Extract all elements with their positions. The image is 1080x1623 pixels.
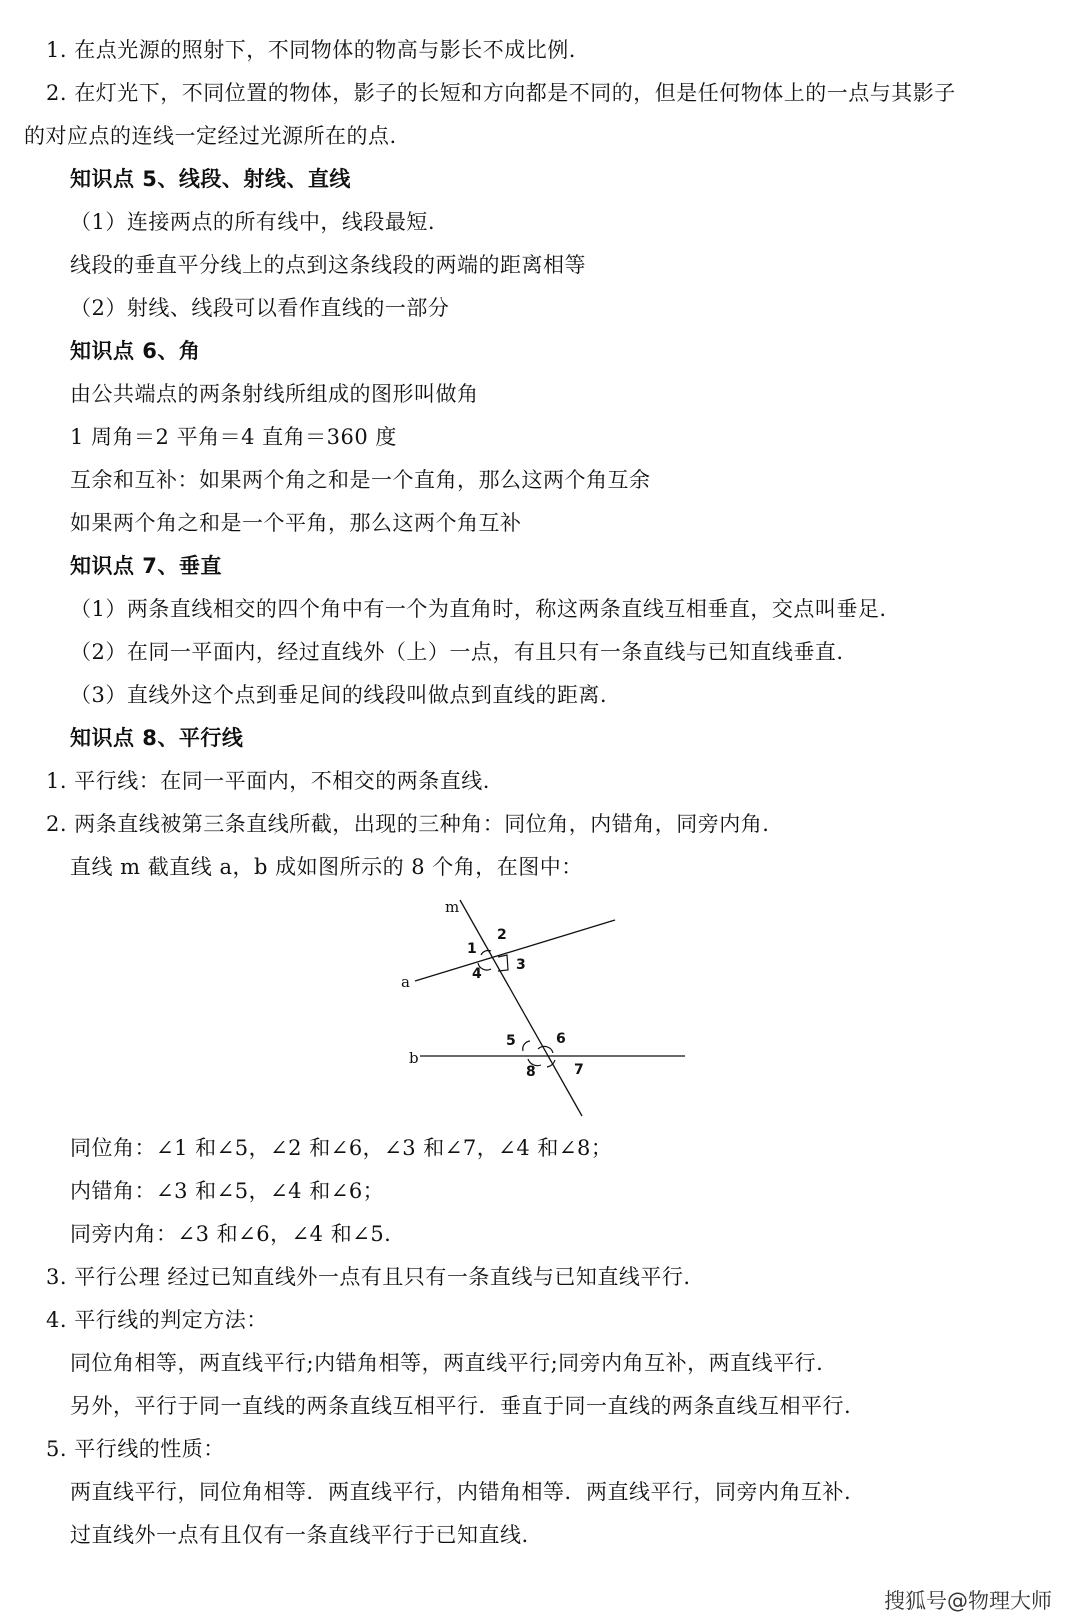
label-m: m — [445, 898, 460, 916]
angle-label-5: 5 — [506, 1033, 516, 1049]
line-a — [415, 920, 615, 981]
label-a: a — [401, 973, 410, 991]
text-line: 同旁内角：∠3 和∠6，∠4 和∠5. — [70, 1222, 392, 1246]
section-heading: 知识点 5、线段、射线、直线 — [70, 167, 351, 191]
text-line: 由公共端点的两条射线所组成的图形叫做角 — [70, 382, 479, 406]
text-line: （1）连接两点的所有线中，线段最短. — [70, 210, 436, 234]
label-b: b — [409, 1049, 419, 1067]
text-line: 5. 平行线的性质： — [46, 1437, 225, 1461]
section-heading: 知识点 8、平行线 — [70, 726, 244, 750]
text-line: 如果两个角之和是一个平角，那么这两个角互补 — [70, 511, 522, 535]
text-line: 同位角：∠1 和∠5，∠2 和∠6，∠3 和∠7，∠4 和∠8； — [70, 1136, 613, 1160]
angle-label-2: 2 — [497, 927, 507, 943]
text-line: （1）两条直线相交的四个角中有一个为直角时，称这两条直线互相垂直，交点叫垂足. — [70, 597, 887, 621]
text-line: 4. 平行线的判定方法： — [46, 1308, 268, 1332]
text-line: 另外，平行于同一直线的两条直线互相平行．垂直于同一直线的两条直线互相平行. — [70, 1394, 852, 1418]
text-line: 过直线外一点有且仅有一条直线平行于已知直线. — [70, 1523, 529, 1547]
text-line: （3）直线外这个点到垂足间的线段叫做点到直线的距离. — [70, 683, 608, 707]
transversal-diagram — [395, 893, 695, 1123]
text-line: 1. 在点光源的照射下，不同物体的物高与影长不成比例. — [46, 38, 576, 62]
section-heading: 知识点 7、垂直 — [70, 554, 222, 578]
text-line: 内错角：∠3 和∠5，∠4 和∠6； — [70, 1179, 385, 1203]
text-line: 互余和互补：如果两个角之和是一个直角，那么这两个角互余 — [70, 468, 651, 492]
text-line: 同位角相等，两直线平行;内错角相等，两直线平行;同旁内角互补，两直线平行. — [70, 1351, 824, 1375]
angle-label-1: 1 — [467, 941, 477, 957]
angle-label-3: 3 — [516, 957, 526, 973]
text-line: 线段的垂直平分线上的点到这条线段的两端的距离相等 — [70, 253, 586, 277]
text-line: 两直线平行，同位角相等．两直线平行，内错角相等．两直线平行，同旁内角互补. — [70, 1480, 852, 1504]
angle-label-7: 7 — [574, 1062, 584, 1078]
angle-label-8: 8 — [526, 1064, 536, 1080]
text-line: 直线 m 截直线 a，b 成如图所示的 8 个角，在图中： — [70, 855, 583, 879]
text-line: 的对应点的连线一定经过光源所在的点. — [24, 124, 397, 148]
watermark: 搜狐号@物理大师 — [884, 1589, 1052, 1613]
text-line: （2）在同一平面内，经过直线外（上）一点，有且只有一条直线与已知直线垂直. — [70, 640, 844, 664]
text-line: 2. 在灯光下，不同位置的物体，影子的长短和方向都是不同的，但是任何物体上的一点与其影子 — [46, 81, 956, 105]
text-line: 2. 两条直线被第三条直线所截，出现的三种角：同位角，内错角，同旁内角. — [46, 812, 770, 836]
angle-arc-5 — [523, 1041, 530, 1051]
line-m — [460, 900, 582, 1116]
text-line: 1. 平行线：在同一平面内，不相交的两条直线. — [46, 769, 490, 793]
section-heading: 知识点 6、角 — [70, 339, 201, 363]
angle-label-4: 4 — [472, 966, 482, 982]
text-line: 1 周角＝2 平角＝4 直角＝360 度 — [70, 425, 397, 449]
angle-arc-3 — [498, 955, 508, 971]
text-line: （2）射线、线段可以看作直线的一部分 — [70, 296, 450, 320]
text-line: 3. 平行公理 经过已知直线外一点有且只有一条直线与已知直线平行. — [46, 1265, 691, 1289]
angle-label-6: 6 — [556, 1031, 566, 1047]
